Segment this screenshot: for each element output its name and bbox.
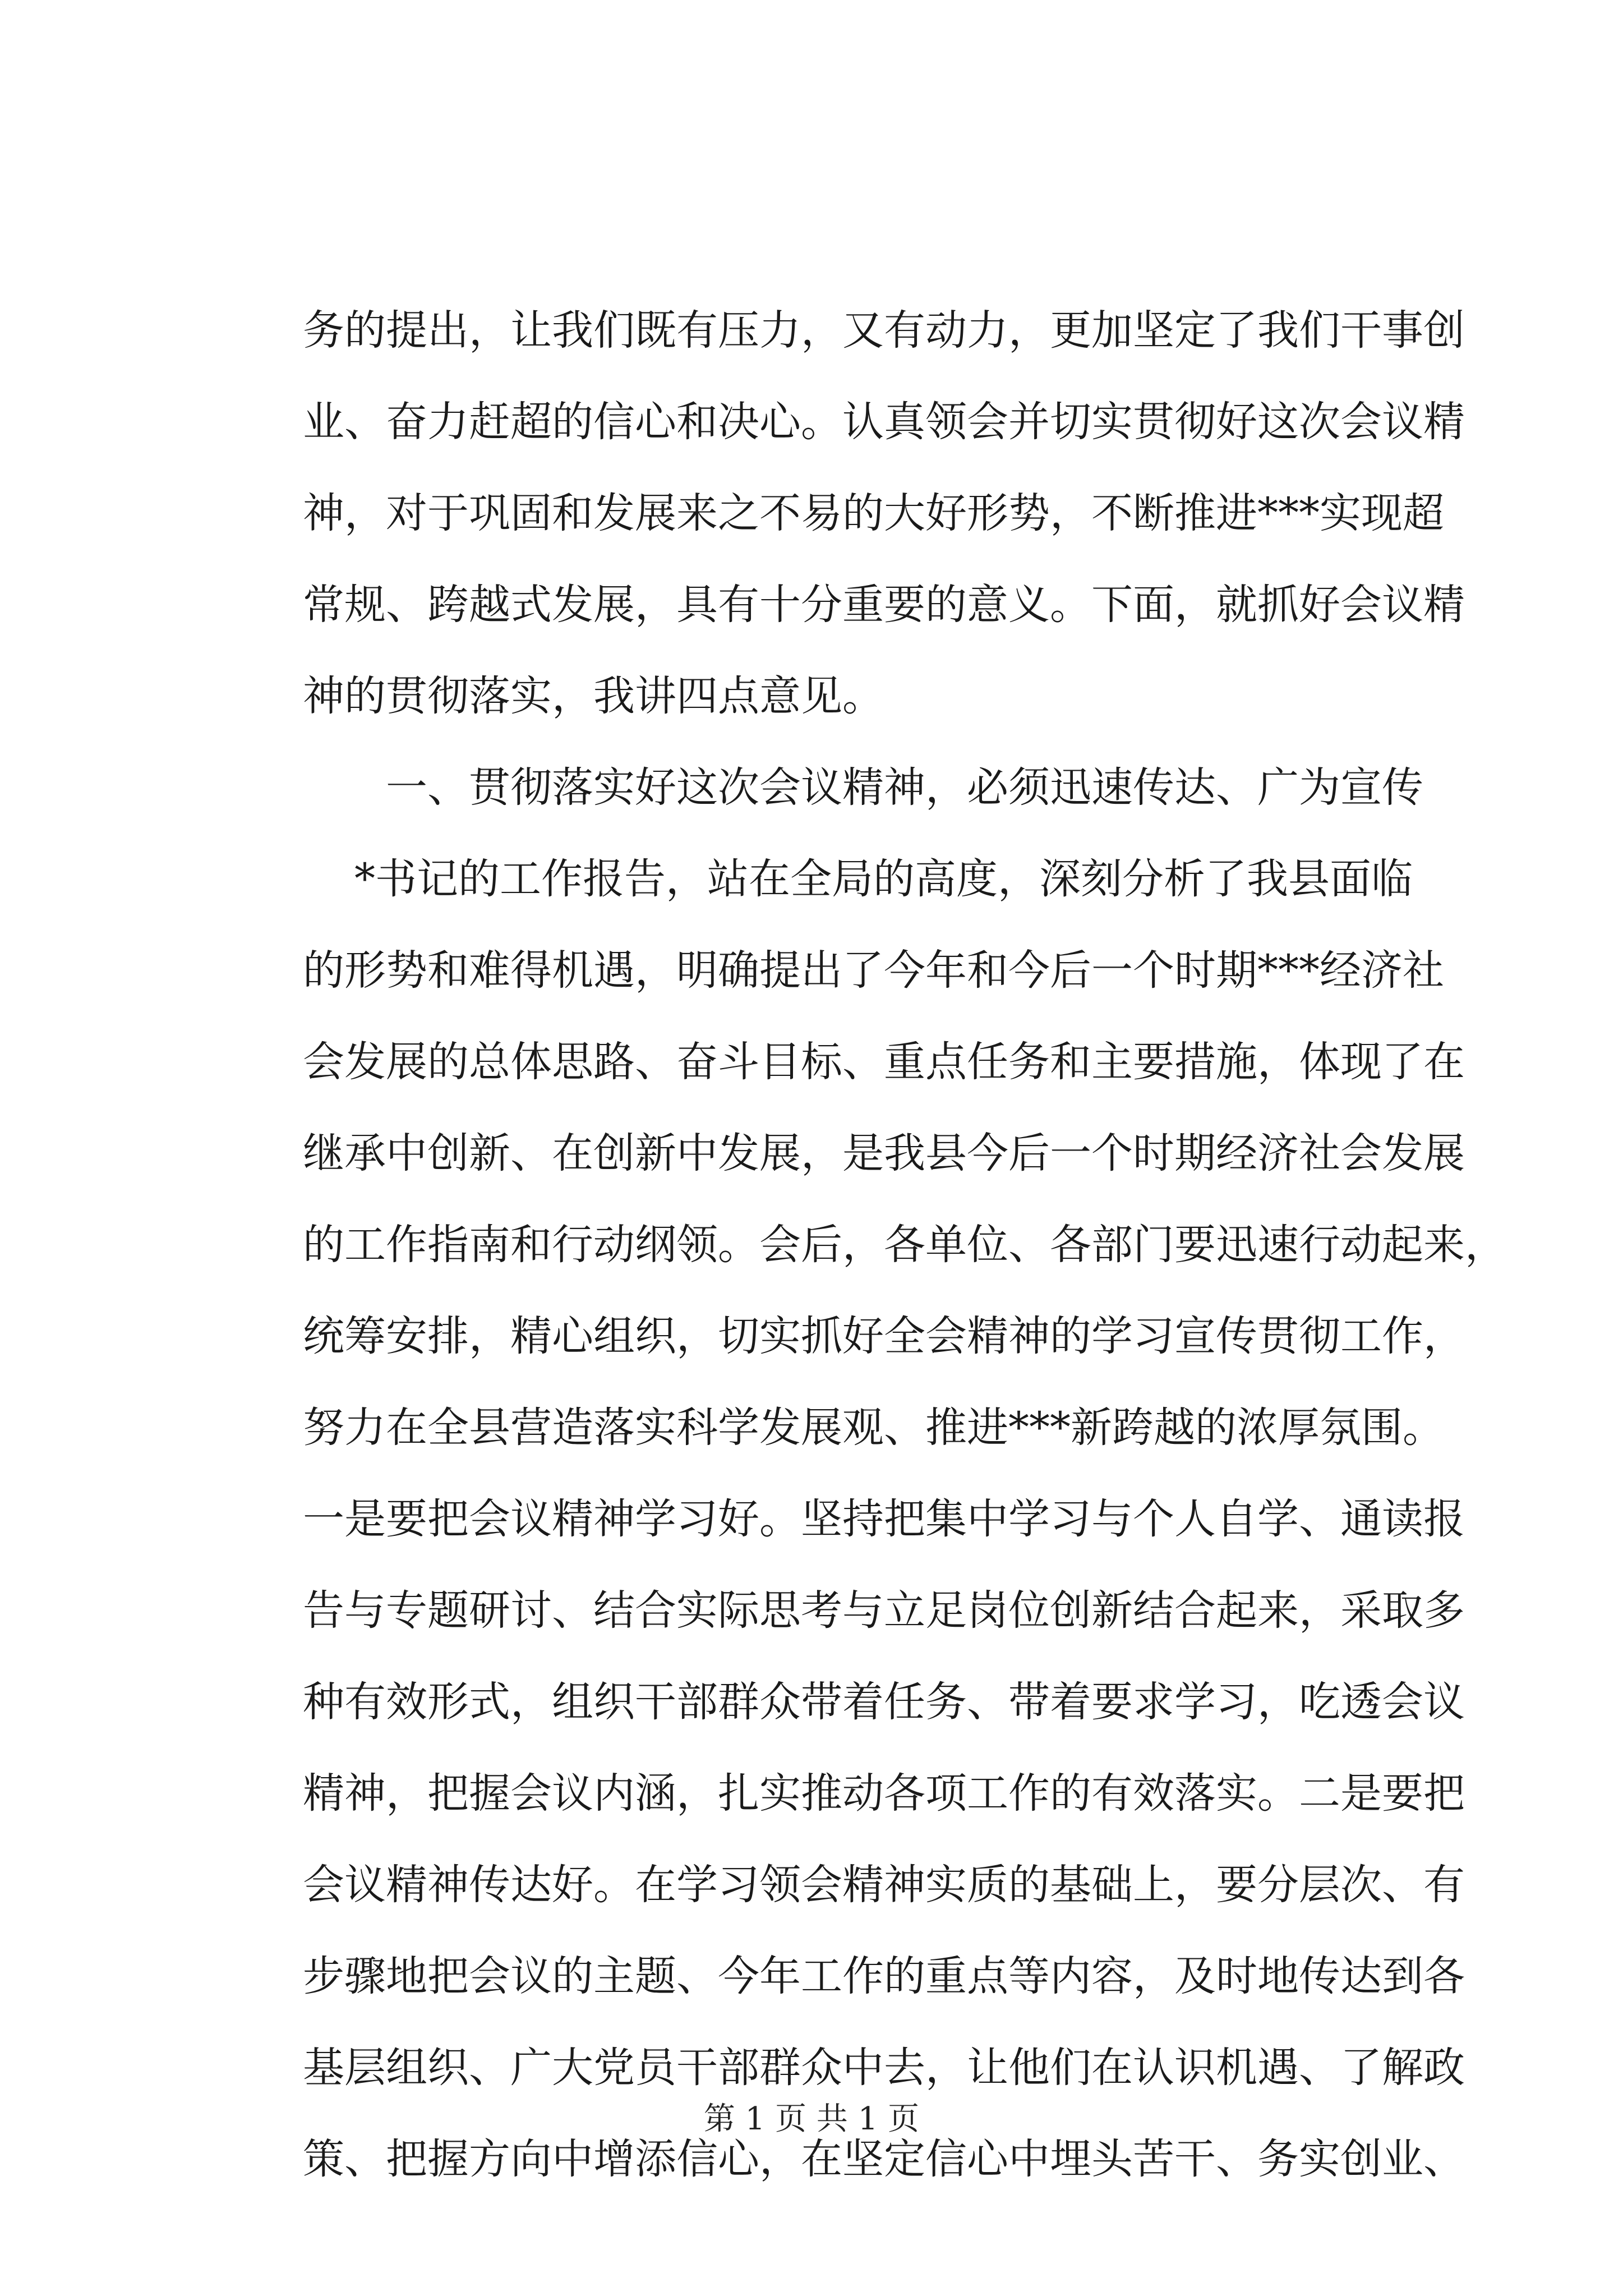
text-line: 统筹安排，精心组织，切实抓好全会精神的学习宣传贯彻工作， xyxy=(303,1312,1465,1360)
text-line: 的工作指南和行动纲领。会后，各单位、各部门要迅速行动起来， xyxy=(303,1221,1506,1269)
text-line: 继承中创新、在创新中发展，是我县今后一个时期经济社会发展 xyxy=(303,1129,1465,1177)
text-line: 神的贯彻落实，我讲四点意见。 xyxy=(303,672,884,720)
text-line: 的形势和难得机遇，明确提出了今年和今后一个时期***经济社 xyxy=(303,946,1444,995)
text-line: 步骤地把会议的主题、今年工作的重点等内容，及时地传达到各 xyxy=(303,1952,1465,2000)
page-number-footer: 第 1 页 共 1 页 xyxy=(703,2101,920,2137)
text-line: 会议精神传达好。在学习领会精神实质的基础上，要分层次、有 xyxy=(303,1861,1465,1909)
text-line: 告与专题研讨、结合实际思考与立足岗位创新结合起来，采取多 xyxy=(303,1586,1465,1635)
text-line: *书记的工作报告，站在全局的高度，深刻分析了我县面临 xyxy=(354,855,1413,903)
text-line: 精神，把握会议内涵，扎实推动各项工作的有效落实。二是要把 xyxy=(303,1769,1465,1818)
text-line: 会发展的总体思路、奋斗目标、重点任务和主要措施，体现了在 xyxy=(303,1038,1465,1086)
text-line: 基层组织、广大党员干部群众中去，让他们在认识机遇、了解政 xyxy=(303,2044,1465,2092)
text-line: 一是要把会议精神学习好。坚持把集中学习与个人自学、通读报 xyxy=(303,1495,1465,1543)
text-line: 业、奋力赶超的信心和决心。认真领会并切实贯彻好这次会议精 xyxy=(303,398,1465,446)
text-line: 种有效形式，组织干部群众带着任务、带着要求学习，吃透会议 xyxy=(303,1678,1465,1726)
document-body xyxy=(303,285,1506,2205)
text-line: 常规、跨越式发展，具有十分重要的意义。下面，就抓好会议精 xyxy=(303,581,1465,629)
text-line: 务的提出，让我们既有压力，又有动力，更加坚定了我们干事创 xyxy=(303,306,1465,355)
text-line: 策、把握方向中增添信心，在坚定信心中埋头苦干、务实创业、 xyxy=(303,2135,1465,2183)
text-line: 努力在全县营造落实科学发展观、推进***新跨越的浓厚氛围。 xyxy=(303,1404,1444,1452)
section-heading: 一、贯彻落实好这次会议精神，必须迅速传达、广为宣传 xyxy=(386,763,1423,812)
text-line: 神，对于巩固和发展来之不易的大好形势，不断推进***实现超 xyxy=(303,489,1444,537)
